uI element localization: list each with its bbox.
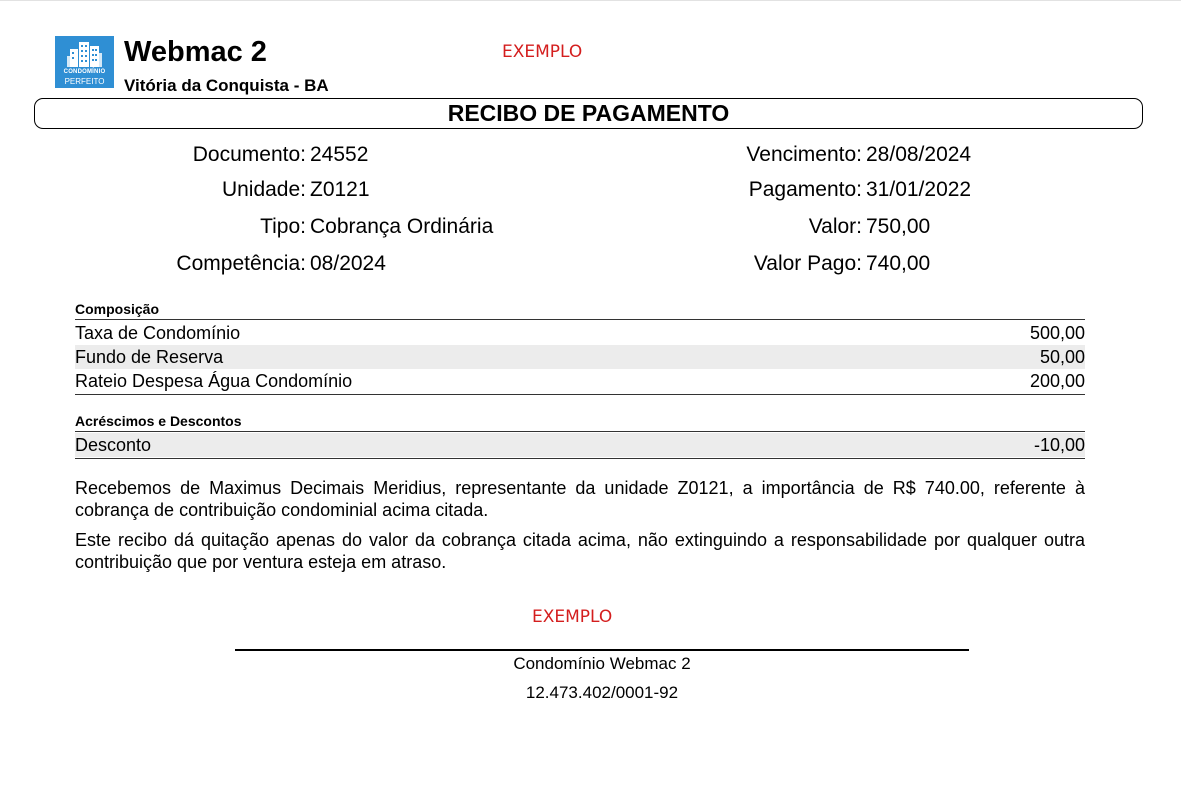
pagamento-value: 31/01/2022 [866,178,972,201]
table-row [75,345,1085,369]
item-description: Rateio Despesa Água Condomínio [75,371,353,391]
valor-value: 750,00 [866,215,931,238]
item-description: Desconto [75,435,152,455]
competencia-label: Competência: [176,252,306,275]
item-value: 500,00 [1029,323,1085,343]
logo-text-line1: CONDOMÍNIO [63,69,106,75]
composicao-rule [75,319,1085,320]
pagamento-label: Pagamento: [748,178,862,201]
documento-value: 24552 [310,143,369,166]
valor-pago-value: 740,00 [866,252,931,275]
unidade-value: Z0121 [310,178,370,201]
receipt-disclaimer: Este recibo dá quitação apenas do valor da cobrança citada acima, não extinguindo a responsabilidade por qualquer outra contribuição que por ventura esteja em atraso. [75,530,1085,572]
composicao-heading: Composição [75,301,160,317]
vencimento-label: Vencimento: [746,143,862,166]
receipt-statement: Recebemos de Maximus Decimais Meridius, representante da unidade Z0121, a importância de R$ 740.00, referente à cobrança de contribuição condominial acima citada. [75,478,1085,520]
top-border [0,0,1181,1]
table-row [75,321,1085,345]
receipt-title: RECIBO DE PAGAMENTO [34,98,1143,129]
signature-line [235,649,969,651]
table-row [75,369,1085,393]
composicao-bottom-rule [75,394,1085,395]
tipo-label: Tipo: [260,215,306,238]
condominio-city: Vitória da Conquista - BA [124,76,329,95]
acrescimos-bottom-rule [75,458,1085,459]
documento-label: Documento: [192,143,306,166]
item-description: Taxa de Condomínio [75,323,241,343]
unidade-label: Unidade: [221,178,306,201]
item-value: 50,00 [1039,347,1085,367]
item-description: Fundo de Reserva [75,347,224,367]
tipo-value: Cobrança Ordinária [310,215,494,238]
valor-pago-label: Valor Pago: [753,252,862,275]
logo-text-line2: PERFEITO [64,77,105,86]
condominio-logo [55,36,114,88]
watermark-top: EXEMPLO [502,42,583,62]
signature-name: Condomínio Webmac 2 [513,654,691,673]
acrescimos-rule [75,431,1085,432]
watermark-bottom: EXEMPLO [532,607,613,627]
item-value: -10,00 [1033,435,1085,455]
condominio-name: Webmac 2 [124,36,267,68]
acrescimos-heading: Acréscimos e Descontos [75,413,242,429]
valor-label: Valor: [808,215,862,238]
vencimento-value: 28/08/2024 [866,143,972,166]
competencia-value: 08/2024 [310,252,386,275]
signature-cnpj: 12.473.402/0001-92 [525,683,679,702]
table-row [75,433,1085,457]
item-value: 200,00 [1029,371,1085,391]
